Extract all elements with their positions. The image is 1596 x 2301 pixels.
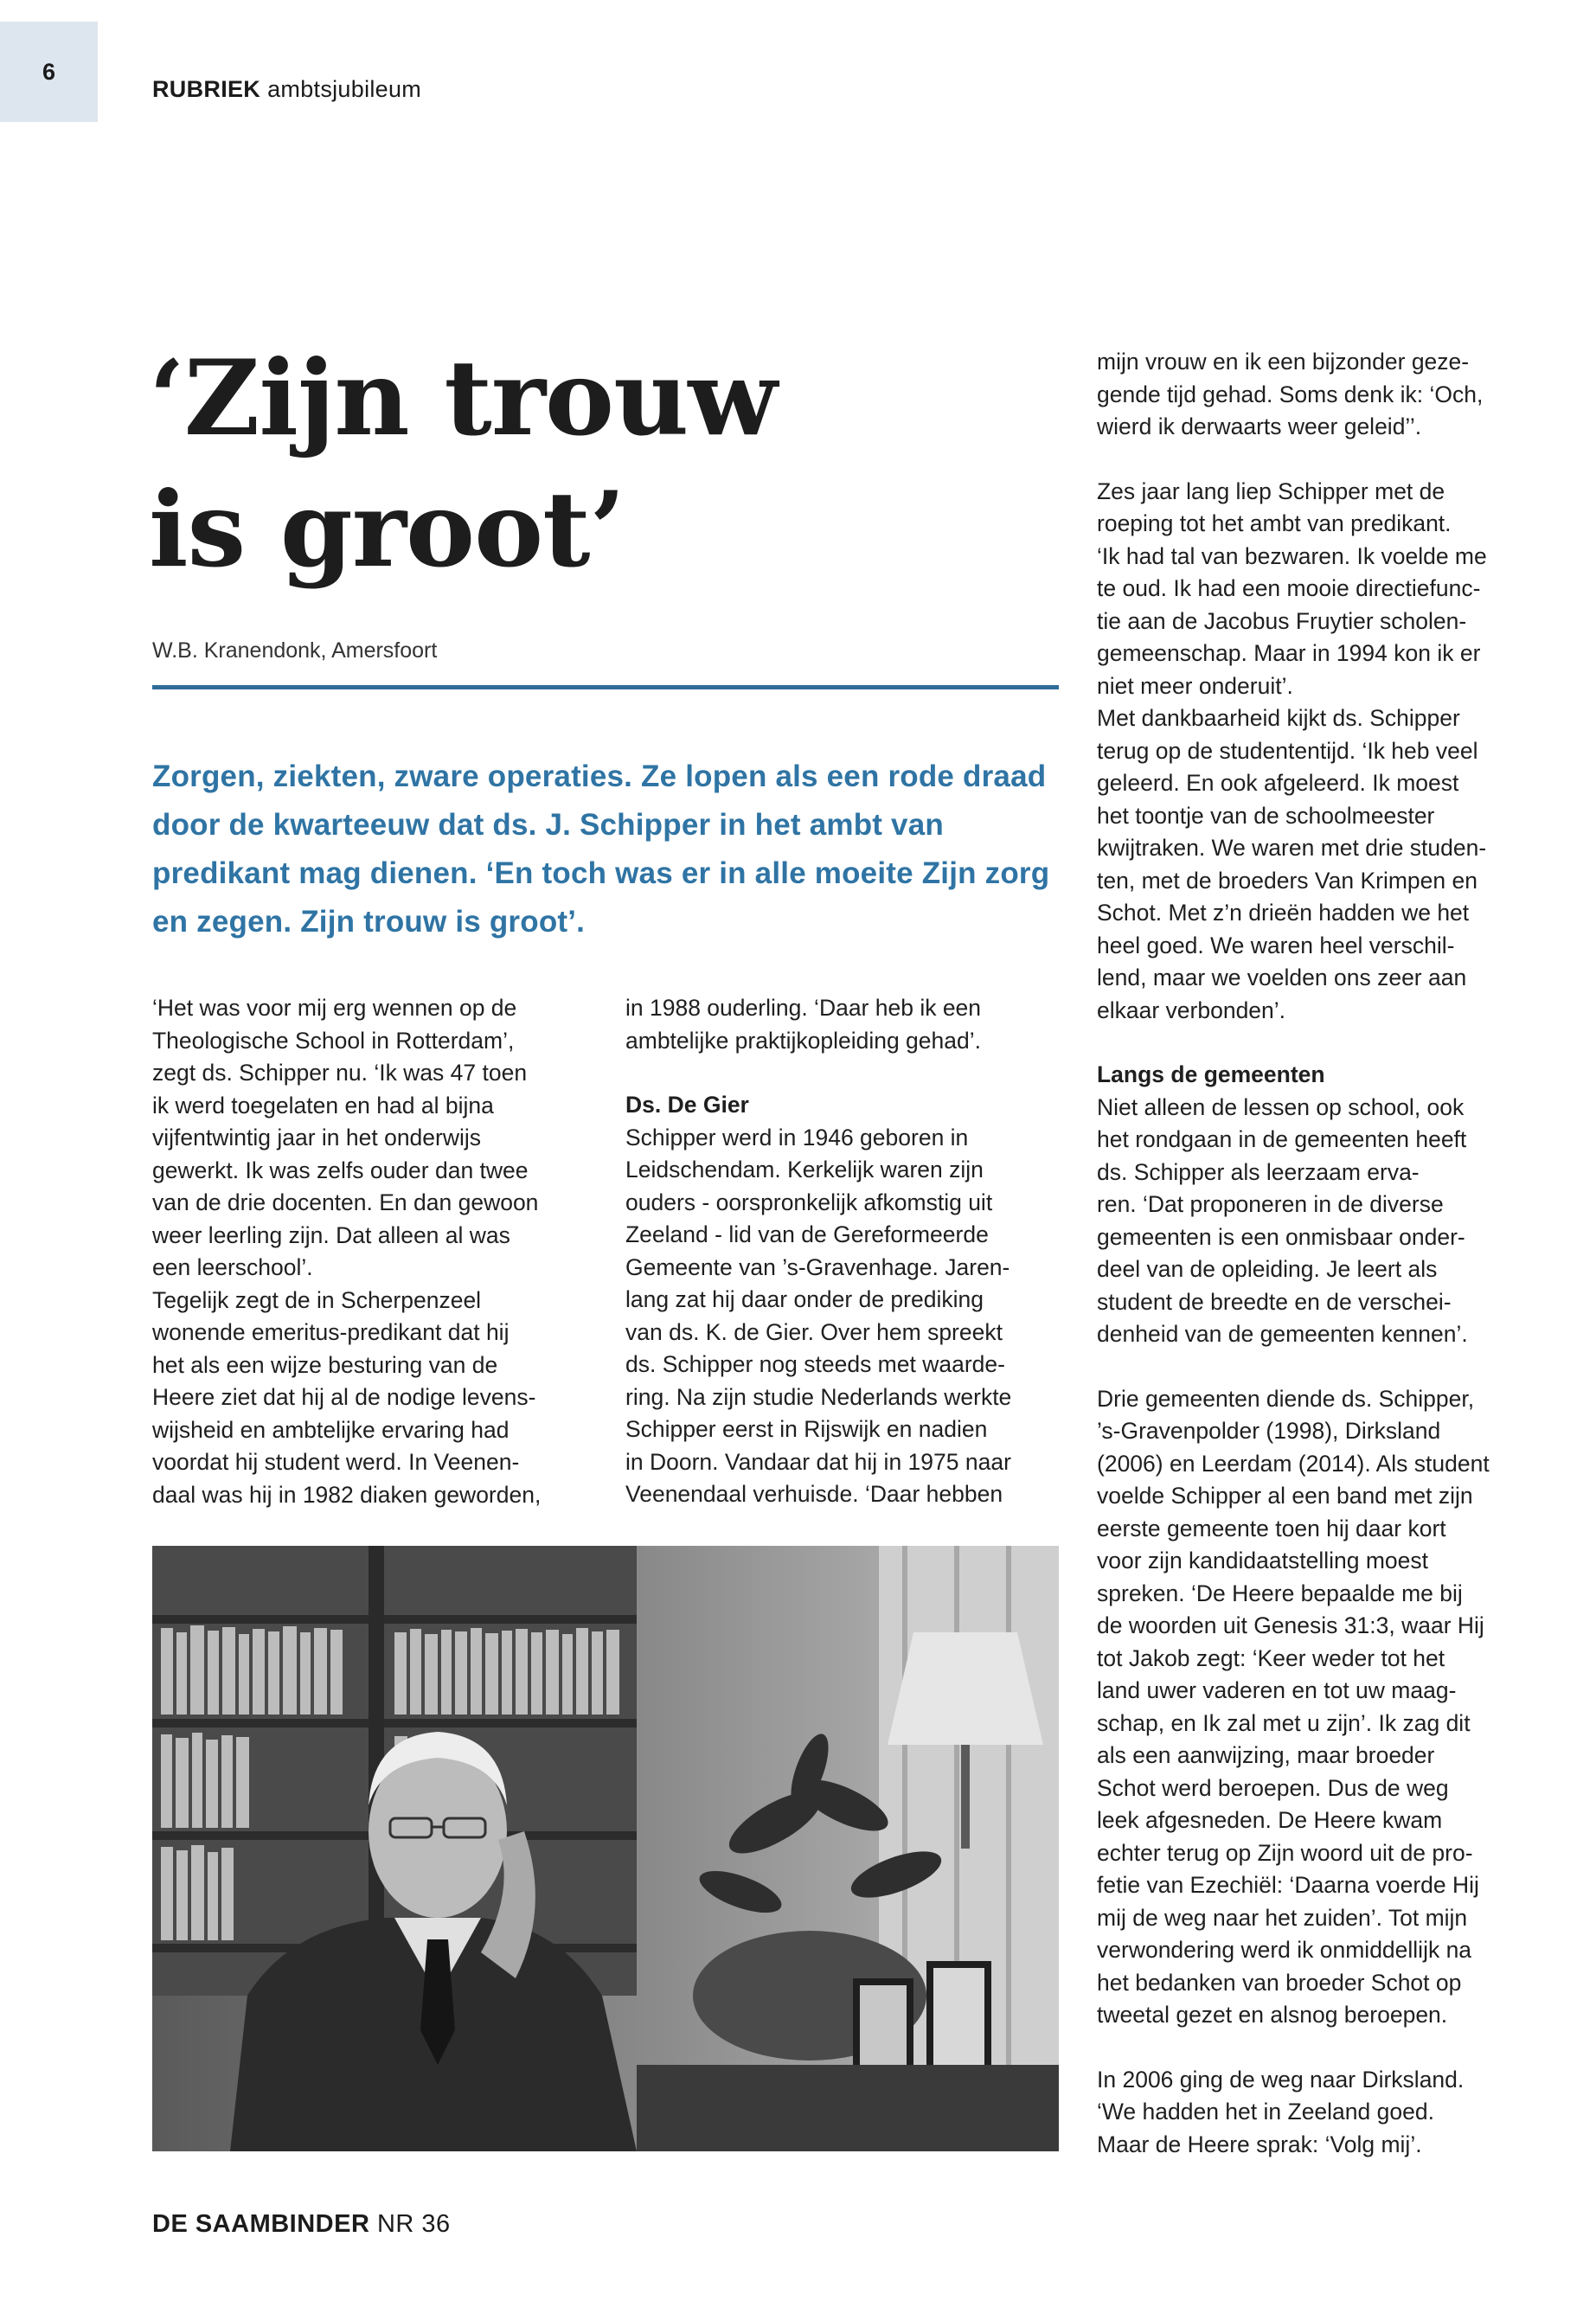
footer: [152, 2210, 451, 2239]
text-column-3: [1097, 346, 1547, 2161]
text-column-2: [625, 992, 1067, 1511]
article-author: W.B. Kranendonk, Amersfoort: [152, 638, 438, 663]
paragraph: mijn vrouw en ik een bijzonder geze- gende tijd gehad. Soms denk ik: ‘Och, wierd ik derwaarts weer geleid’’.: [1097, 349, 1484, 439]
subheading-ds-de-gier: Ds. De Gier: [625, 1092, 749, 1118]
title-divider: [152, 685, 1059, 689]
rubriek-topic: ambtsjubileum: [267, 76, 422, 102]
paragraph: In 2006 ging de weg naar Dirksland. ‘We hadden het in Zeeland goed. Maar de Heere sprak: ‘Volg mij’.: [1097, 2066, 1465, 2157]
page-number: 6: [0, 22, 98, 122]
paragraph: ‘Het was voor mij erg wennen op de Theologische School in Rotterdam’, zegt ds. Schipper nu. ‘Ik was 47 toen ik werd toegelaten en had al bijna vijfentwintig jaar in het onderwijs gewerkt. Ik was zelfs ouder dan twee van de drie docenten. En dan gewoon weer leerling zijn. Dat alleen al was een leerschool’. Tegelijk zegt de in Scherpenzeel wonende emeritus-predikant dat hij het als een wijze besturing van de Heere ziet dat hij al de nodige levens- wijsheid en ambtelijke ervaring had voordat hij student werd. In Veenen- daal was hij in 1982 diaken geworden,: [152, 995, 542, 1508]
article-title: [149, 333, 777, 596]
portrait-photo: [152, 1546, 1059, 2151]
article-lead: Zorgen, ziekten, zware operaties. Ze lopen als een rode draad door de kwarteeuw dat ds. J. Schipper in het ambt van predikant mag dienen. ‘En toch was er in alle moeite Zijn zorg en zegen. Zijn trouw is groot’.: [152, 760, 1050, 939]
magazine-name: DE SAAMBINDER: [152, 2210, 370, 2238]
rubriek-label: RUBRIEK: [152, 76, 261, 102]
paragraph: Schipper werd in 1946 geboren in Leidschendam. Kerkelijk waren zijn ouders - oorspronkelijk afkomstig uit Zeeland - lid van de Gereformeerde Gemeente van ’s-Gravenhage. Jaren- lang zat hij daar onder de prediking van ds. K. de Gier. Over hem spreekt ds. Schipper nog steeds met waarde- ring. Na zijn studie Nederlands werkte Schipper eerst in Rijswijk en nadien in Doorn. Vandaar dat hij in 1975 naar Veenendaal verhuisde. ‘Daar hebben: [625, 1124, 1012, 1507]
article-title-line-1: ‘Zijn trouw: [149, 337, 777, 459]
article-title-line-2: is groot’: [149, 469, 625, 591]
paragraph: Niet alleen de lessen op school, ook het rondgaan in de gemeenten heeft ds. Schipper als leerzaam erva- ren. ‘Dat proponeren in de diverse gemeenten is een onmisbaar onder- deel van de opleiding. Je leert als student de breedte en de verschei- denheid van de gemeenten kennen’.: [1097, 1093, 1468, 1347]
paragraph: in 1988 ouderling. ‘Daar heb ik een ambtelijke praktijkopleiding gehad’.: [625, 995, 982, 1054]
subheading-langs-de-gemeenten: Langs de gemeenten: [1097, 1061, 1325, 1087]
paragraph: Drie gemeenten diende ds. Schipper, ’s-Gravenpolder (1998), Dirksland (2006) en Leerdam (2014). Als student voelde Schipper al een band met zijn eerste gemeente toen hij daar kort voor zijn kandidaatstelling moest spreken. ‘De Heere bepaalde me bij de woorden uit Genesis 31:3, waar Hij tot Jakob zegt: ‘Keer weder tot het land uwer vaderen en tot uw maag- schap, en Ik zal met u zijn’. Ik zag dit als een aanwijzing, maar broeder Schot werd beroepen. Dus de weg leek afgesneden. De Heere kwam echter terug op Zijn woord uit de pro- fetie van Ezechiël: ‘Daarna voerde Hij mij de weg naar het zuiden’. Tot mijn verwondering werd ik onmiddellijk na het bedanken van broeder Schot op tweetal gezet en alsnog beroepen.: [1097, 1385, 1490, 2028]
paragraph: Zes jaar lang liep Schipper met de roeping tot het ambt van predikant. ‘Ik had tal van bezwaren. Ik voelde me te oud. Ik had een mooie directiefunc- tie aan de Jacobus Fruytier scholen- gemeenschap. Maar in 1994 kon ik er niet meer onderuit’. Met dankbaarheid kijkt ds. Schipper terug op de studententijd. ‘Ik heb veel geleerd. En ook afgeleerd. Ik moest het toontje van de schoolmeester kwijtraken. We waren met drie studen- ten, met de broeders Van Krimpen en Schot. Met z’n drieën hadden we het heel goed. We waren heel verschil- lend, maar we voelden ons zeer aan elkaar verbonden’.: [1097, 478, 1487, 1023]
issue-number: NR 36: [376, 2210, 451, 2238]
lamp-shade: [888, 1632, 1043, 1745]
photo-illustration: [152, 1546, 1059, 2151]
section-header: [152, 76, 421, 103]
text-column-1: [152, 992, 602, 1511]
